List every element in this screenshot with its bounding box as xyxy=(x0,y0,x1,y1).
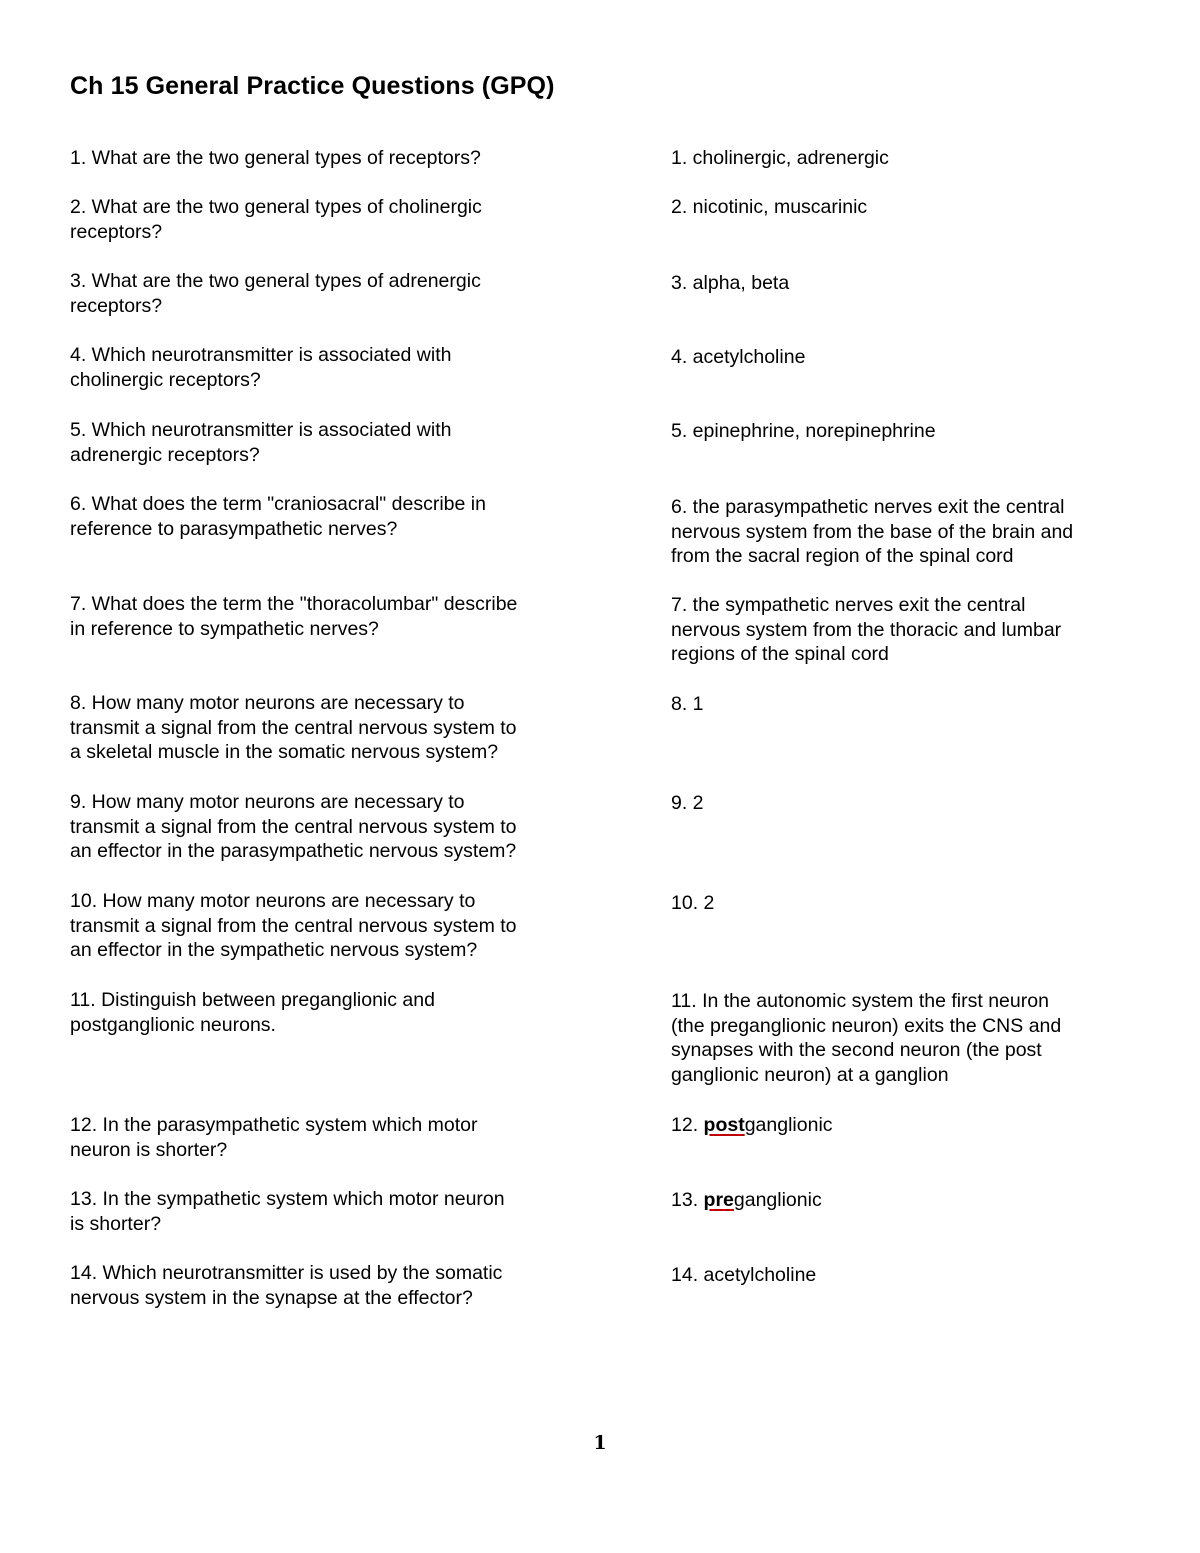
answer-9: 9. 2 xyxy=(671,792,704,814)
answer-13-suffix: ganglionic xyxy=(733,1189,822,1211)
answer-12 xyxy=(671,1113,1131,1138)
answer-14: 14. acetylcholine xyxy=(671,1264,817,1286)
answer-13-emphasis: pre xyxy=(703,1189,734,1211)
question-2: 2. What are the two general types of cholinergic receptors? xyxy=(70,196,482,243)
answer-2: 2. nicotinic, muscarinic xyxy=(671,196,868,218)
answer-8: 8. 1 xyxy=(671,693,704,715)
answer-11: 11. In the autonomic system the first neuron (the preganglionic neuron) exits the CNS and synapses with the second neuron (the post ganglionic neuron) at a ganglion xyxy=(671,990,1062,1086)
answer-6: 6. the parasympathetic nerves exit the central nervous system from the base of the brain and from the sacral region of the spinal cord xyxy=(671,496,1074,567)
question-10: 10. How many motor neurons are necessary to transmit a signal from the central nervous system to an effector in the sympathetic nervous system? xyxy=(70,890,517,961)
question-4: 4. Which neurotransmitter is associated with cholinergic receptors? xyxy=(70,344,452,391)
question-9: 9. How many motor neurons are necessary to transmit a signal from the central nervous system to an effector in the parasympathetic nervous system? xyxy=(70,791,517,862)
answer-5: 5. epinephrine, norepinephrine xyxy=(671,420,936,442)
answer-1: 1. cholinergic, adrenergic xyxy=(671,147,889,169)
question-13: 13. In the sympathetic system which motor neuron is shorter? xyxy=(70,1188,505,1235)
question-6: 6. What does the term "craniosacral" describe in reference to parasympathetic nerves? xyxy=(70,493,486,540)
answer-12-emphasis: post xyxy=(703,1114,745,1136)
question-5: 5. Which neurotransmitter is associated with adrenergic receptors? xyxy=(70,419,452,466)
answer-12-prefix: 12. xyxy=(671,1114,704,1136)
question-7: 7. What does the term the "thoracolumbar" describe in reference to sympathetic nerves? xyxy=(70,593,518,640)
answer-10: 10. 2 xyxy=(671,892,715,914)
question-3: 3. What are the two general types of adrenergic receptors? xyxy=(70,270,481,317)
page-number: 1 xyxy=(593,1432,607,1454)
answer-4: 4. acetylcholine xyxy=(671,346,806,368)
answer-13-prefix: 13. xyxy=(671,1189,704,1211)
question-8: 8. How many motor neurons are necessary to transmit a signal from the central nervous system to a skeletal muscle in the somatic nervous system? xyxy=(70,692,517,763)
answer-12-suffix: ganglionic xyxy=(744,1114,833,1136)
question-14: 14. Which neurotransmitter is used by the somatic nervous system in the synapse at the effector? xyxy=(70,1262,503,1309)
question-1: 1. What are the two general types of receptors? xyxy=(70,147,481,169)
answer-7: 7. the sympathetic nerves exit the central nervous system from the thoracic and lumbar regions of the spinal cord xyxy=(671,594,1062,665)
page-title: Ch 15 General Practice Questions (GPQ) xyxy=(70,72,555,100)
question-12: 12. In the parasympathetic system which motor neuron is shorter? xyxy=(70,1114,478,1161)
answer-13 xyxy=(671,1188,1131,1213)
question-11: 11. Distinguish between preganglionic and postganglionic neurons. xyxy=(70,989,435,1036)
answer-3: 3. alpha, beta xyxy=(671,272,790,294)
